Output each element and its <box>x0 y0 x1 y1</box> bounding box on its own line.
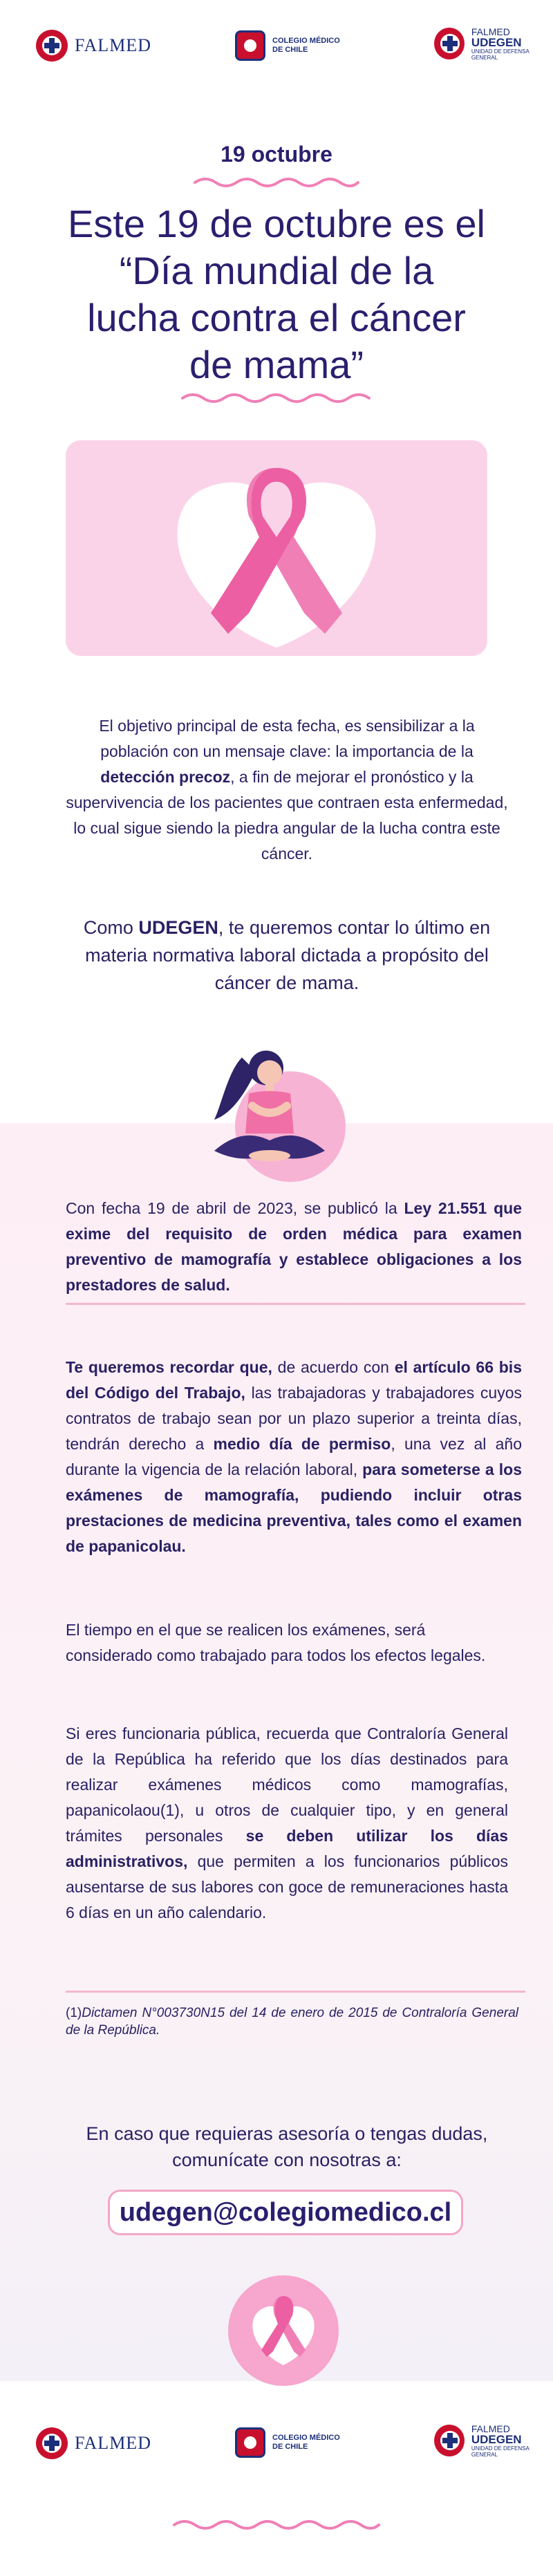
footer-colegio-medico-emblem-icon <box>235 2427 265 2458</box>
date-label: 19 octubre <box>221 142 332 167</box>
colegio-medico-logo <box>235 30 340 61</box>
colegio-medico-text-2: DE CHILE <box>272 46 308 54</box>
recordar-text-2: las trabajadoras y trabajadores cuyos contratos de trabajo sean por un plazo superior a treinta días, tendrán derecho a <box>66 1384 522 1453</box>
funcionaria-text-2: que permiten a los funcionarios públicos ausentarse de sus labores con goce de remuneraciones hasta 6 días en un año calendario. <box>66 1852 508 1921</box>
wave-divider-top <box>194 177 359 188</box>
footer-falmed-seal-icon <box>36 2427 68 2459</box>
recordar-text-3: , una vez al año durante la vigencia de la relación laboral, <box>66 1435 522 1478</box>
footnote <box>66 2004 518 2039</box>
footnote-text: Dictamen N°003730N15 del 14 de enero de 2015 de Contraloría General de la República. <box>66 2006 518 2038</box>
hero-banner <box>66 440 487 656</box>
udegen-text: UDEGEN <box>471 36 522 49</box>
falmed-seal-icon <box>36 30 68 62</box>
ley-bold-1: Ley 21.551 que exime del requisito de orden médica para examen preventivo de mamografía y establece obligaciones a los prestadores de salud. <box>66 1199 522 1294</box>
recordar-bold-3: medio día de permiso <box>213 1435 391 1453</box>
footer-falmed-logo-text: FALMED <box>75 2433 151 2453</box>
footer-udegen-logo <box>434 2423 553 2458</box>
funcionaria-text-1: Si eres funcionaria pública, recuerda que Contraloría General de la República ha referido que los días destinados para realizar exámenes médicos como mamografías, papanicolaou(1), u otros de cualquier tipo, y en general trámites personales <box>66 1724 508 1845</box>
footer-colegio-text-2: DE CHILE <box>272 2443 308 2451</box>
funcionaria-bold-1: se deben utilizar los días administrativos, <box>66 1827 509 1870</box>
udegen-logo-text <box>471 26 553 61</box>
ley-paragraph <box>66 1196 522 1298</box>
colegio-medico-emblem-icon <box>235 30 265 61</box>
email-link[interactable]: udegen@colegiomedico.cl <box>108 2190 463 2235</box>
title-line-1: Este 19 de octubre es el <box>68 202 485 245</box>
ley-text-1: Con fecha 19 de abril de 2023, se publicó la <box>66 1199 404 1217</box>
wave-divider-bottom <box>173 2519 380 2530</box>
title-line-2: “Día mundial de la <box>119 249 434 292</box>
ribbon-circle <box>228 2275 339 2386</box>
footnote-number: (1) <box>66 2006 82 2020</box>
woman-illustration-icon <box>200 1030 353 1189</box>
footer-falmed-logo <box>36 2427 151 2459</box>
footer-colegio-medico-logo <box>235 2427 340 2458</box>
falmed-logo <box>36 30 151 62</box>
udegen-paragraph <box>66 914 508 997</box>
tiempo-paragraph: El tiempo en el que se realicen los exámenes, será considerado como trabajado para todos los efectos legales. <box>66 1621 486 1664</box>
footer-udegen-logo-text <box>471 2423 553 2458</box>
udegen-seal-icon <box>434 28 465 59</box>
udegen-text-1: Como <box>83 917 139 938</box>
udegen-logo <box>434 26 553 61</box>
funcionaria-paragraph <box>66 1721 508 1926</box>
footer-udegen-falmed-text: FALMED <box>471 2423 510 2434</box>
recordar-bold-1: Te queremos recordar que, <box>66 1358 272 1376</box>
intro-paragraph <box>66 713 508 867</box>
page-title <box>41 200 512 388</box>
section-divider <box>66 1303 525 1305</box>
recordar-paragraph <box>66 1355 522 1559</box>
footer-colegio-medico-logo-text <box>272 2434 340 2452</box>
udegen-text-2: , te queremos contar lo último en materia normativa laboral dictada a propósito del cáncer de mama. <box>85 917 491 993</box>
recordar-bold-4: para someterse a los exámenes de mamografía, pudiendo incluir otras prestaciones de medicina preventiva, tales como el examen de papanicolau. <box>66 1460 522 1555</box>
colegio-medico-logo-text <box>272 37 340 55</box>
udegen-bold-1: UDEGEN <box>138 917 218 938</box>
wave-divider-title <box>181 393 375 404</box>
recordar-bold-2: el artículo 66 bis del Código del Trabajo, <box>66 1358 522 1402</box>
contact-text: En caso que requieras asesoría o tengas dudas, comunícate con nosotras a: <box>86 2123 488 2170</box>
pink-ribbon-icon <box>66 440 487 656</box>
intro-text-2: , a fin de mejorar el pronóstico y la supervivencia de los pacientes que contraen esta enfermedad, lo cual sigue siendo la piedra angular de la lucha contra este cáncer. <box>66 768 508 863</box>
title-line-3: lucha contra el cáncer <box>87 296 466 339</box>
recordar-text-1: de acuerdo con <box>272 1358 395 1376</box>
title-line-4: de mama” <box>189 343 364 386</box>
udegen-small-text: UNIDAD DE DEFENSA GENERAL <box>471 48 529 61</box>
footer-udegen-seal-icon <box>434 2425 465 2456</box>
footer-udegen-small-text: UNIDAD DE DEFENSA GENERAL <box>471 2445 529 2458</box>
udegen-falmed-text: FALMED <box>471 26 510 37</box>
colegio-medico-text-1: COLEGIO MÉDICO <box>272 37 340 45</box>
intro-text-1: El objetivo principal de esta fecha, es sensibilizar a la población con un mensaje clave: la importancia de la <box>99 717 475 760</box>
falmed-logo-text: FALMED <box>75 35 151 55</box>
footnote-divider <box>66 1991 525 1993</box>
footer-colegio-text-1: COLEGIO MÉDICO <box>272 2434 340 2442</box>
footer-udegen-text: UDEGEN <box>471 2433 522 2446</box>
intro-bold-1: detección precoz <box>100 768 231 786</box>
ribbon-heart-icon <box>228 2275 339 2386</box>
